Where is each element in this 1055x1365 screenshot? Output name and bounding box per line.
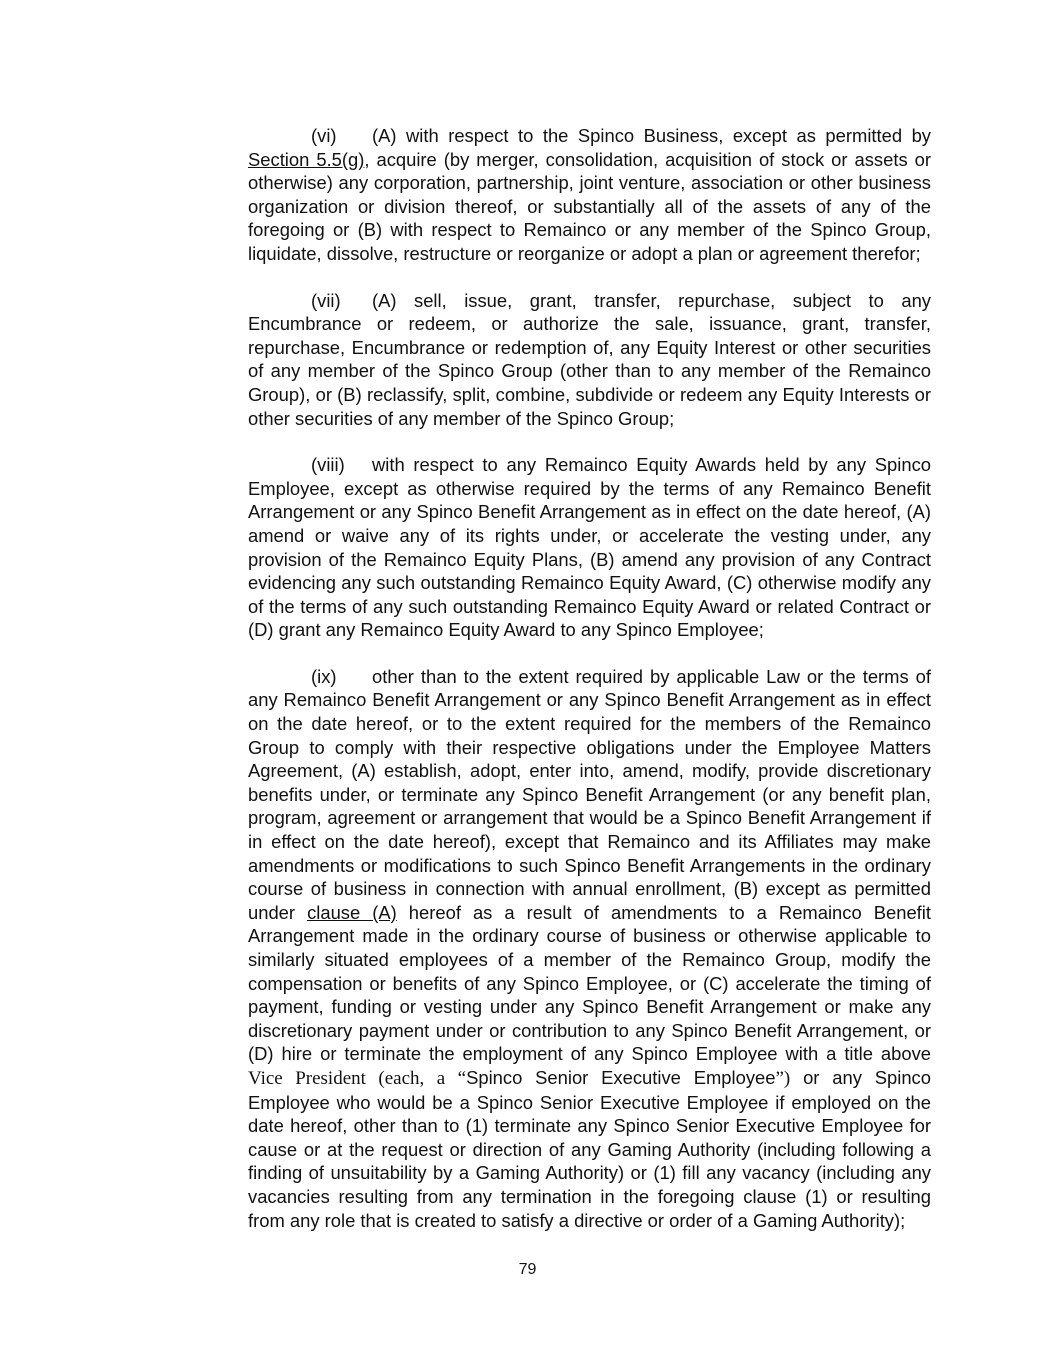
clause-reference: clause (A) [307,901,397,923]
paragraph-number: (ix) [311,665,337,687]
paragraph-number: (viii) [311,454,345,476]
paragraph-text: , acquire (by merger, consolidation, acquisition of stock or assets or otherwise) any corporation, partnership, joint venture, association or other business organization or division thereof, or substantially all of the assets of any of the foregoing or (B) with respect to Remainco or any member of the Spinco Group, liquidate, dissolve, restructure or reorganize or adopt a plan or agreement therefor; [248,148,931,264]
paragraph-text: (A) with respect to the Spinco Business, except as permitted by [372,125,931,146]
defined-term: Spinco Senior Executive Employee [466,1066,776,1088]
paragraph-ix [248,665,931,1232]
paragraph-number: (vi) [311,125,337,146]
paragraph-number: (vii) [311,289,341,311]
paragraph-text: or any Spinco Employee who would be a Spinco Senior Executive Employee if employed on the date hereof, other than to (1) terminate any Spinco Senior Executive Employee for cause or at the request or direction of any Gaming Authority (including following a finding of unsuitability by a Gaming Authority) or (1) fill any vacancy (including any vacancies resulting from any termination in the foregoing clause (1) or resulting from any role that is created to satisfy a directive or order of a Gaming Authority); [248,1066,931,1231]
paragraph-vi [248,124,931,266]
document-body [248,124,931,1255]
page-number: 79 [518,1261,537,1278]
paragraph-text-serif: Vice President (each, a “ [248,1067,467,1089]
paragraph-text: hereof as a result of amendments to a Remainco Benefit Arrangement made in the ordinary course of business or otherwise applicable to similarly situated employees of a member of the Remainco Group, modify the compensation or benefits of any Spinco Employee, or (C) accelerate the timing of payment, funding or vesting under any Spinco Benefit Arrangement or make any discretionary payment under or contribution to any Spinco Benefit Arrangement, or (D) hire or terminate the employment of any Spinco Employee with a title above [248,901,931,1065]
paragraph-text: (A) sell, issue, grant, transfer, repurchase, subject to any Encumbrance or redeem, or authorize the sale, issuance, grant, transfer, repurchase, Encumbrance or redemption of, any Equity Interest or other securities of any member of the Spinco Group (other than to any member of the Remainco Group), or (B) reclassify, split, combine, subdivide or redeem any Equity Interests or other securities of any member of the Spinco Group; [248,289,931,429]
paragraph-vii [248,289,931,431]
paragraph-viii [248,453,931,642]
paragraph-text-serif: ”) [775,1067,791,1089]
paragraph-text: other than to the extent required by applicable Law or the terms of any Remainco Benefit Arrangement or any Spinco Benefit Arrangement as in effect on the date hereof, or to the extent required for the members of the Remainco Group to comply with their respective obligations under the Employee Matters Agreement, (A) establish, adopt, enter into, amend, modify, provide discretionary benefits under, or terminate any Spinco Benefit Arrangement (or any benefit plan, program, agreement or arrangement that would be a Spinco Benefit Arrangement if in effect on the date hereof), except that Remainco and its Affiliates may make amendments or modifications to such Spinco Benefit Arrangements in the ordinary course of business in connection with annual enrollment, (B) except as permitted under [248,665,931,923]
paragraph-text: with respect to any Remainco Equity Awards held by any Spinco Employee, except as otherwise required by the terms of any Remainco Benefit Arrangement or any Spinco Benefit Arrangement as in effect on the date hereof, (A) amend or waive any of its rights under, or accelerate the vesting under, any provision of the Remainco Equity Plans, (B) amend any provision of any Contract evidencing any such outstanding Remainco Equity Award, (C) otherwise modify any of the terms of any such outstanding Remainco Equity Award or related Contract or (D) grant any Remainco Equity Award to any Spinco Employee; [248,454,931,641]
section-reference: Section 5.5(g) [248,148,365,170]
